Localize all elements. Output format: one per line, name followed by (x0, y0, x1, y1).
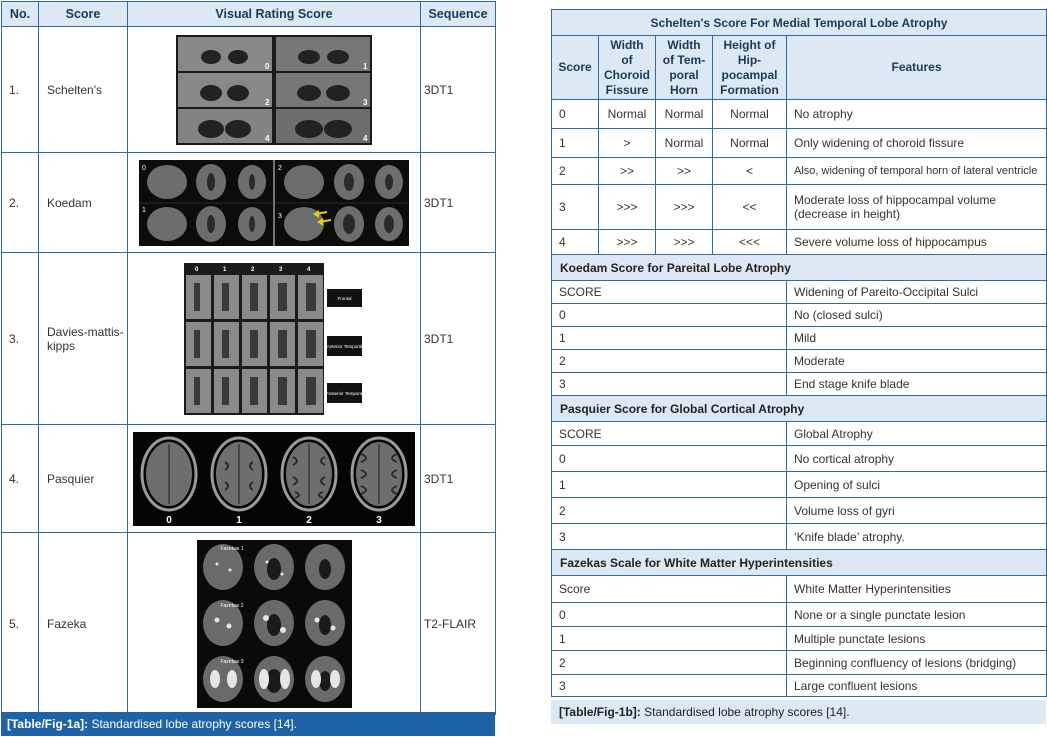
image-label: 1 (142, 206, 146, 214)
feature-cell: No cortical atrophy (787, 446, 1047, 472)
table-row (552, 100, 1047, 129)
image-label: 1 (223, 266, 227, 273)
image-label: 0 (142, 164, 146, 172)
schelten-table-title: Schelten's Score For Medial Temporal Lobe Atrophy (552, 10, 1047, 36)
score-cell: 3 (552, 675, 787, 697)
image-label: 2 (306, 514, 312, 526)
row-number: 3. (2, 253, 39, 425)
choroid-cell: Normal (599, 100, 656, 129)
schelten-coronal-mri-image (176, 35, 372, 145)
visual-rating-cell (128, 253, 421, 425)
score-cell: 3 (552, 524, 787, 550)
table-row (552, 422, 1047, 446)
score-name: Davies-mattis-kipps (39, 253, 128, 425)
fazekas-section-title: Fazekas Scale for White Matter Hyperintensities (552, 550, 1047, 576)
image-label: 4 (265, 133, 270, 143)
hippo-cell: Normal (713, 100, 787, 129)
feature-cell: Widening of Pareito-Occipital Sulci (787, 281, 1047, 304)
image-label: 0 (166, 514, 172, 526)
table-row (552, 603, 1047, 627)
sequence-value: 3DT1 (421, 27, 496, 153)
image-label: Fazekas 2 (219, 602, 244, 609)
col-header-sequence: Sequence (421, 2, 496, 27)
feature-cell: Only widening of choroid fissure (787, 129, 1047, 158)
image-label: 2 (278, 164, 282, 172)
feature-cell: Moderate (787, 350, 1047, 373)
choroid-cell: >> (599, 158, 656, 185)
image-label: Fazekas 1 (219, 545, 244, 552)
table-row (552, 446, 1047, 472)
hippo-cell: Normal (713, 129, 787, 158)
table-row (552, 627, 1047, 651)
image-label: 1 (363, 61, 368, 71)
feature-cell: End stage knife blade (787, 373, 1047, 396)
image-label: Fazekas 3 (219, 658, 244, 665)
table-row (552, 350, 1047, 373)
pasquier-axial-mri-image (133, 432, 415, 526)
table-row (552, 129, 1047, 158)
table-row (2, 153, 496, 253)
score-cell: 1 (552, 627, 787, 651)
table-fig-1b (551, 9, 1047, 697)
col-header-visual-rating: Visual Rating Score (128, 2, 421, 27)
score-cell: 1 (552, 327, 787, 350)
image-label: 1 (236, 514, 242, 526)
table-row (2, 425, 496, 533)
row-number: 2. (2, 153, 39, 253)
table-row (2, 253, 496, 425)
col-header-no: No. (2, 2, 39, 27)
score-cell: 2 (552, 350, 787, 373)
score-cell: 0 (552, 304, 787, 327)
table-fig-1a (1, 1, 496, 715)
davies-mattis-kipps-mri-image (184, 263, 364, 415)
caption-label: [Table/Fig-1a]: (7, 717, 89, 731)
feature-cell: Global Atrophy (787, 422, 1047, 446)
sequence-value: T2-FLAIR (421, 533, 496, 715)
table-row (552, 498, 1047, 524)
feature-cell: Opening of sulci (787, 472, 1047, 498)
feature-cell: Multiple punctate lesions (787, 627, 1047, 651)
score-cell: 0 (552, 446, 787, 472)
table-row (552, 675, 1047, 697)
feature-cell: Large confluent lesions (787, 675, 1047, 697)
feature-cell: Beginning confluency of lesions (bridging) (787, 651, 1047, 675)
table-row (552, 281, 1047, 304)
table-row (2, 533, 496, 715)
image-label: 0 (265, 61, 270, 71)
sequence-value: 3DT1 (421, 253, 496, 425)
choroid-cell: >>> (599, 230, 656, 255)
koedam-mri-image (139, 160, 409, 246)
feature-cell: Mild (787, 327, 1047, 350)
feature-cell: None or a single punctate lesion (787, 603, 1047, 627)
col-header-score: Score (552, 36, 599, 100)
table-row (552, 373, 1047, 396)
feature-cell: Also, widening of temporal horn of lateral ventricle (787, 158, 1047, 185)
table-row (552, 304, 1047, 327)
choroid-cell: >>> (599, 185, 656, 230)
image-label: 2 (251, 266, 255, 273)
table-row (552, 158, 1047, 185)
feature-cell: White Matter Hyperintensities (787, 576, 1047, 603)
feature-cell: ‘Knife blade’ atrophy. (787, 524, 1047, 550)
score-cell: 0 (552, 603, 787, 627)
feature-cell: Moderate loss of hippocampal volume (decrease in height) (787, 185, 1047, 230)
visual-rating-cell (128, 153, 421, 253)
score-cell: 2 (552, 498, 787, 524)
table-row (552, 472, 1047, 498)
image-label: 4 (363, 133, 368, 143)
visual-rating-cell (128, 533, 421, 715)
visual-rating-cell (128, 425, 421, 533)
caption-fig-1a (1, 712, 495, 736)
fazekas-flair-mri-image (197, 540, 352, 708)
sequence-value: 3DT1 (421, 425, 496, 533)
temporal-cell: Normal (656, 129, 713, 158)
pasquier-section-title: Pasquier Score for Global Cortical Atrophy (552, 396, 1047, 422)
image-label: 2 (265, 97, 270, 107)
score-name: Schelten's (39, 27, 128, 153)
choroid-cell: > (599, 129, 656, 158)
score-cell: 4 (552, 230, 599, 255)
region-label-anterior-temporal: Anterior Temporal (326, 343, 363, 349)
feature-cell: No atrophy (787, 100, 1047, 129)
table-row (552, 524, 1047, 550)
col-header-score: Score (39, 2, 128, 27)
score-cell: 2 (552, 651, 787, 675)
feature-cell: Volume loss of gyri (787, 498, 1047, 524)
col-header-choroid-fissure: Width of Choroid Fissure (599, 36, 656, 100)
score-cell: 3 (552, 185, 599, 230)
caption-text: Standardised lobe atrophy scores [14]. (640, 705, 850, 719)
caption-fig-1b (551, 700, 1046, 724)
temporal-cell: >> (656, 158, 713, 185)
image-label: 3 (363, 97, 368, 107)
score-name: Fazeka (39, 533, 128, 715)
score-name: Koedam (39, 153, 128, 253)
score-cell: SCORE (552, 281, 787, 304)
region-label-posterior-temporal: Posterior Temporal (325, 390, 364, 396)
row-number: 1. (2, 27, 39, 153)
table-row (552, 185, 1047, 230)
region-label-frontal: Frontal (337, 295, 352, 301)
score-cell: Score (552, 576, 787, 603)
table-row (552, 651, 1047, 675)
score-cell: SCORE (552, 422, 787, 446)
table-row (552, 327, 1047, 350)
image-label: 3 (376, 514, 382, 526)
col-header-hippocampal-formation: Height of Hip- pocampal Formation (713, 36, 787, 100)
image-label: 4 (307, 266, 311, 273)
visual-rating-cell (128, 27, 421, 153)
hippo-cell: << (713, 185, 787, 230)
row-number: 5. (2, 533, 39, 715)
sequence-value: 3DT1 (421, 153, 496, 253)
image-label: 3 (278, 212, 282, 220)
col-header-temporal-horn: Width of Tem- poral Horn (656, 36, 713, 100)
col-header-features: Features (787, 36, 1047, 100)
temporal-cell: >>> (656, 230, 713, 255)
caption-label: [Table/Fig-1b]: (559, 705, 641, 719)
image-label: 0 (195, 266, 199, 273)
table-row (552, 576, 1047, 603)
feature-cell: No (closed sulci) (787, 304, 1047, 327)
score-name: Pasquier (39, 425, 128, 533)
hippo-cell: < (713, 158, 787, 185)
table-row (2, 27, 496, 153)
koedam-section-title: Koedam Score for Pareital Lobe Atrophy (552, 255, 1047, 281)
feature-cell: Severe volume loss of hippocampus (787, 230, 1047, 255)
row-number: 4. (2, 425, 39, 533)
score-cell: 2 (552, 158, 599, 185)
caption-text: Standardised lobe atrophy scores [14]. (88, 717, 297, 731)
score-cell: 1 (552, 472, 787, 498)
temporal-cell: Normal (656, 100, 713, 129)
table-row (552, 230, 1047, 255)
image-label: 3 (279, 266, 283, 273)
score-cell: 0 (552, 100, 599, 129)
temporal-cell: >>> (656, 185, 713, 230)
score-cell: 3 (552, 373, 787, 396)
hippo-cell: <<< (713, 230, 787, 255)
score-cell: 1 (552, 129, 599, 158)
